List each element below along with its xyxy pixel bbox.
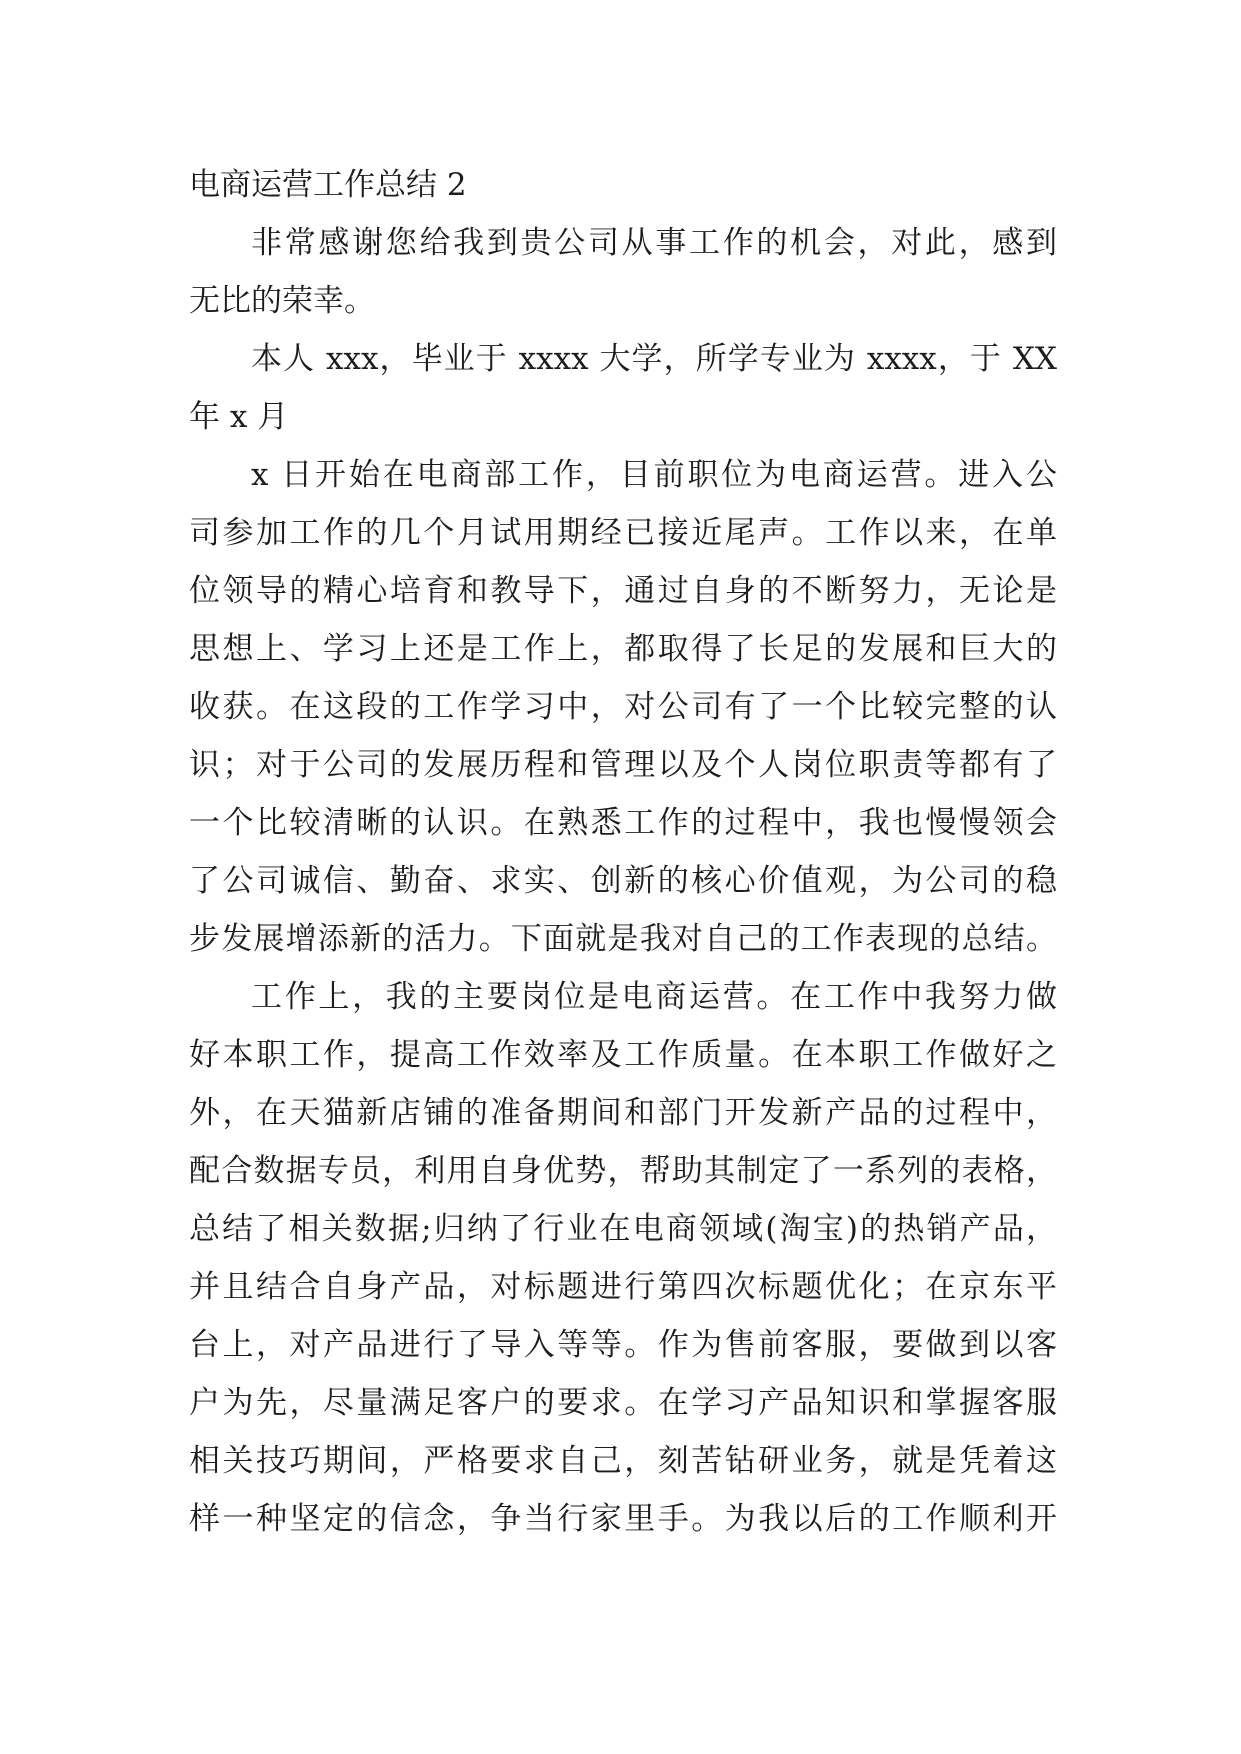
- paragraph-line: 步发展增添新的活力。下面就是我对自己的工作表现的总结。: [189, 921, 1057, 957]
- paragraph-line: 配合数据专员，利用自身优势，帮助其制定了一系列的表格，: [189, 1153, 1057, 1189]
- paragraph-line: 收获。在这段的工作学习中，对公司有了一个比较完整的认: [189, 689, 1057, 725]
- document-page: [189, 156, 1057, 1548]
- paragraph-line: 司参加工作的几个月试用期经已接近尾声。工作以来，在单: [189, 515, 1057, 551]
- paragraph-line: 相关技巧期间，严格要求自己，刻苦钻研业务，就是凭着这: [189, 1443, 1057, 1479]
- paragraph-line: 台上，对产品进行了导入等等。作为售前客服，要做到以客: [189, 1327, 1057, 1363]
- paragraph-line: 户为先，尽量满足客户的要求。在学习产品知识和掌握客服: [189, 1385, 1057, 1421]
- paragraph-line: 思想上、学习上还是工作上，都取得了长足的发展和巨大的: [189, 631, 1057, 667]
- paragraph-line: 年 x 月: [189, 399, 289, 435]
- paragraph-line: x 日开始在电商部工作，目前职位为电商运营。进入公: [251, 457, 1057, 493]
- paragraph-line: 一个比较清晰的认识。在熟悉工作的过程中，我也慢慢领会: [189, 805, 1057, 841]
- paragraph-line: 位领导的精心培育和教导下，通过自身的不断努力，无论是: [189, 573, 1057, 609]
- paragraph-line: 识；对于公司的发展历程和管理以及个人岗位职责等都有了: [189, 747, 1057, 783]
- paragraph-line: 样一种坚定的信念，争当行家里手。为我以后的工作顺利开: [189, 1501, 1057, 1537]
- paragraph-line: 工作上，我的主要岗位是电商运营。在工作中我努力做: [251, 979, 1057, 1015]
- paragraph-work-start: [189, 446, 1057, 968]
- paragraph-line: 非常感谢您给我到贵公司从事工作的机会，对此，感到: [251, 225, 1057, 261]
- paragraph-line: 无比的荣幸。: [189, 283, 375, 319]
- paragraph-line: 外，在天猫新店铺的准备期间和部门开发新产品的过程中，: [189, 1095, 1057, 1131]
- document-title: 电商运营工作总结 2: [189, 167, 467, 203]
- paragraph-job-duties: [189, 968, 1057, 1548]
- paragraph-self-introduction: [189, 330, 1057, 446]
- paragraph-gratitude: [189, 214, 1057, 330]
- paragraph-line: 并且结合自身产品，对标题进行第四次标题优化；在京东平: [189, 1269, 1057, 1305]
- paragraph-line: 好本职工作，提高工作效率及工作质量。在本职工作做好之: [189, 1037, 1057, 1073]
- paragraph-line: 本人 xxx，毕业于 xxxx 大学，所学专业为 xxxx，于 XX: [251, 341, 1057, 377]
- paragraph-line: 总结了相关数据;归纳了行业在电商领域(淘宝)的热销产品，: [189, 1211, 1057, 1247]
- paragraph-line: 了公司诚信、勤奋、求实、创新的核心价值观，为公司的稳: [189, 863, 1057, 899]
